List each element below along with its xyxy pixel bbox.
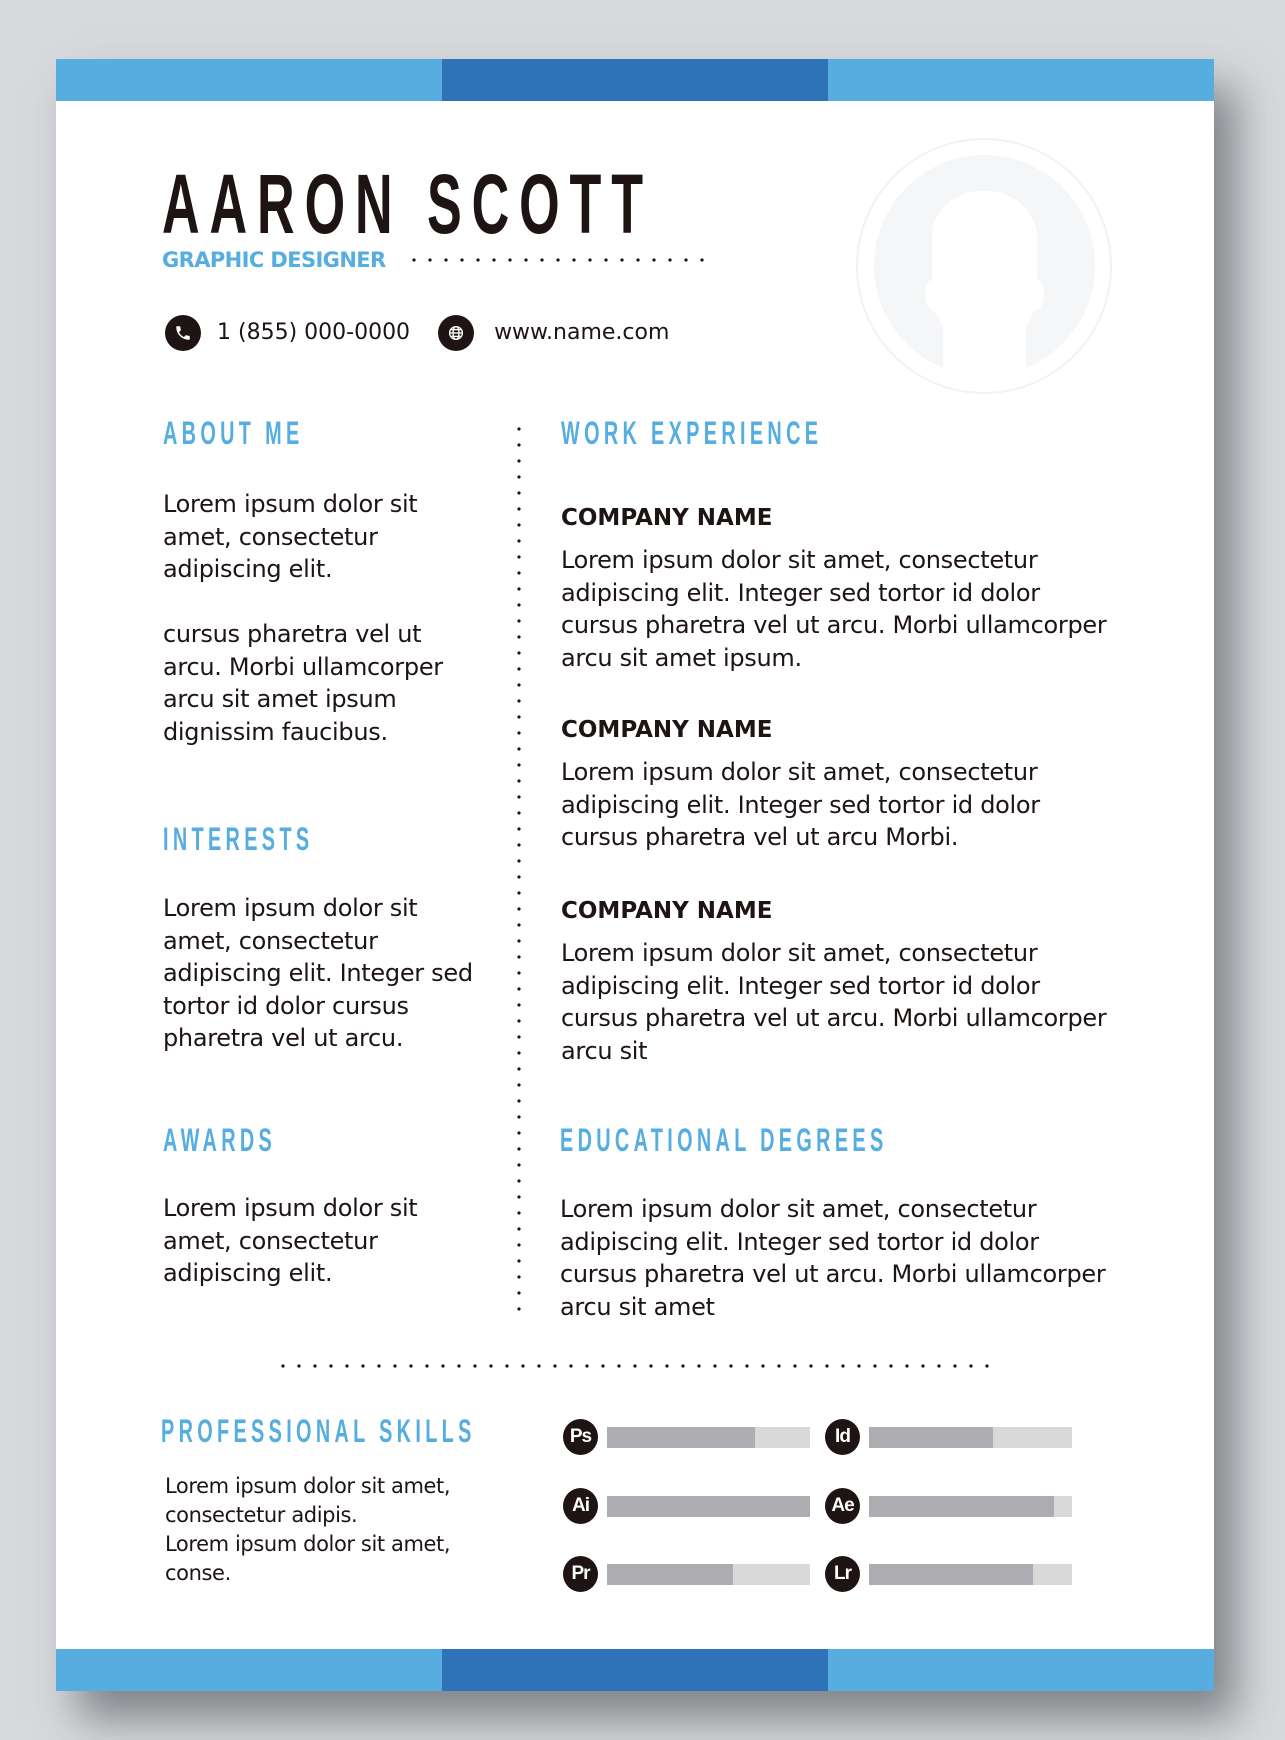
- avatar: [874, 155, 1095, 376]
- skill-lightroom: [825, 1556, 1115, 1592]
- bottom-bar-right-segment: [828, 1649, 1214, 1691]
- job-description: Lorem ipsum dolor sit amet, consectetur adipiscing elit. Integer sed tortor id dolor cursus pharetra vel ut arcu Morbi.: [561, 758, 1040, 851]
- company-name: COMPANY NAME: [561, 717, 773, 743]
- top-color-bar: [56, 59, 1214, 101]
- skill-bar-fill: [607, 1564, 733, 1585]
- company-name: COMPANY NAME: [561, 505, 773, 531]
- interests-heading: INTERESTS: [163, 821, 314, 857]
- indesign-icon: Id: [825, 1419, 860, 1455]
- candidate-name: AARON SCOTT: [162, 157, 654, 251]
- bottom-bar-left-segment: [56, 1649, 442, 1691]
- skill-bar-track: [869, 1496, 1072, 1517]
- phone-number[interactable]: 1 (855) 000-0000: [217, 320, 411, 345]
- skills-description-line: conse.: [165, 1561, 231, 1585]
- about-me-paragraph-1: Lorem ipsum dolor sit amet, consectetur adipiscing elit.: [163, 490, 418, 583]
- skill-bar-track: [869, 1427, 1072, 1448]
- globe-icon: [438, 315, 474, 351]
- skill-illustrator: [563, 1488, 853, 1524]
- skill-bar-fill: [869, 1496, 1054, 1517]
- skill-after-effects: [825, 1488, 1115, 1524]
- job-description: Lorem ipsum dolor sit amet, consectetur adipiscing elit. Integer sed tortor id dolor cursus pharetra vel ut arcu. Morbi ullamcorper arcu sit: [561, 939, 1107, 1065]
- skill-indesign: [825, 1419, 1115, 1455]
- bottom-bar-center-segment: [442, 1649, 828, 1691]
- column-divider-dots: [517, 421, 521, 1319]
- premiere-icon: Pr: [563, 1556, 598, 1592]
- skill-photoshop: [563, 1419, 853, 1455]
- skill-bar-fill: [607, 1427, 755, 1448]
- lightroom-icon: Lr: [825, 1556, 860, 1592]
- skill-bar-track: [869, 1564, 1072, 1585]
- bottom-color-bar: [56, 1649, 1214, 1691]
- work-experience-heading: WORK EXPERIENCE: [561, 415, 823, 451]
- skills-description-line: consectetur adipis.: [165, 1503, 358, 1527]
- job-description: Lorem ipsum dolor sit amet, consectetur adipiscing elit. Integer sed tortor id dolor cursus pharetra vel ut arcu. Morbi ullamcorper arcu sit amet ipsum.: [561, 546, 1107, 672]
- resume-page: [56, 59, 1214, 1691]
- job-entry: [561, 504, 1121, 674]
- skill-bar-fill: [869, 1564, 1033, 1585]
- job-entry: [561, 897, 1121, 1067]
- person-silhouette-icon: [874, 155, 1095, 376]
- skill-bar-track: [607, 1496, 810, 1517]
- about-me-heading: ABOUT ME: [163, 415, 304, 451]
- interests-text: Lorem ipsum dolor sit amet, consectetur adipiscing elit. Integer sed tortor id dolor cursus pharetra vel ut arcu.: [163, 894, 473, 1052]
- top-bar-right-segment: [828, 59, 1214, 101]
- top-bar-left-segment: [56, 59, 442, 101]
- skill-bar-fill: [869, 1427, 993, 1448]
- skill-bar-track: [607, 1427, 810, 1448]
- education-text: Lorem ipsum dolor sit amet, consectetur adipiscing elit. Integer sed tortor id dolor cursus pharetra vel ut arcu. Morbi ullamcorper arcu sit amet: [560, 1195, 1106, 1321]
- skill-bar-fill: [607, 1496, 810, 1517]
- company-name: COMPANY NAME: [561, 898, 773, 924]
- professional-skills-heading: PROFESSIONAL SKILLS: [161, 1413, 476, 1449]
- title-dotted-rule: [406, 258, 704, 262]
- after-effects-icon: Ae: [825, 1488, 860, 1524]
- job-entry: [561, 716, 1121, 854]
- photoshop-icon: Ps: [563, 1419, 598, 1455]
- section-divider-dots: [275, 1364, 997, 1368]
- skill-premiere: [563, 1556, 853, 1592]
- illustrator-icon: Ai: [563, 1488, 598, 1524]
- phone-icon: [165, 315, 201, 351]
- education-heading: EDUCATIONAL DEGREES: [560, 1122, 888, 1158]
- about-me-paragraph-2: cursus pharetra vel ut arcu. Morbi ullamcorper arcu sit amet ipsum dignissim faucibus.: [163, 620, 443, 746]
- skills-description: [165, 1472, 505, 1588]
- awards-heading: AWARDS: [163, 1122, 277, 1158]
- awards-text: Lorem ipsum dolor sit amet, consectetur adipiscing elit.: [163, 1194, 418, 1287]
- contact-row: [165, 315, 669, 351]
- job-title: GRAPHIC DESIGNER: [162, 248, 386, 272]
- skills-description-line: Lorem ipsum dolor sit amet,: [165, 1532, 451, 1556]
- skills-description-line: Lorem ipsum dolor sit amet,: [165, 1474, 451, 1498]
- skill-bar-track: [607, 1564, 810, 1585]
- top-bar-center-segment: [442, 59, 828, 101]
- website-link[interactable]: www.name.com: [494, 320, 670, 345]
